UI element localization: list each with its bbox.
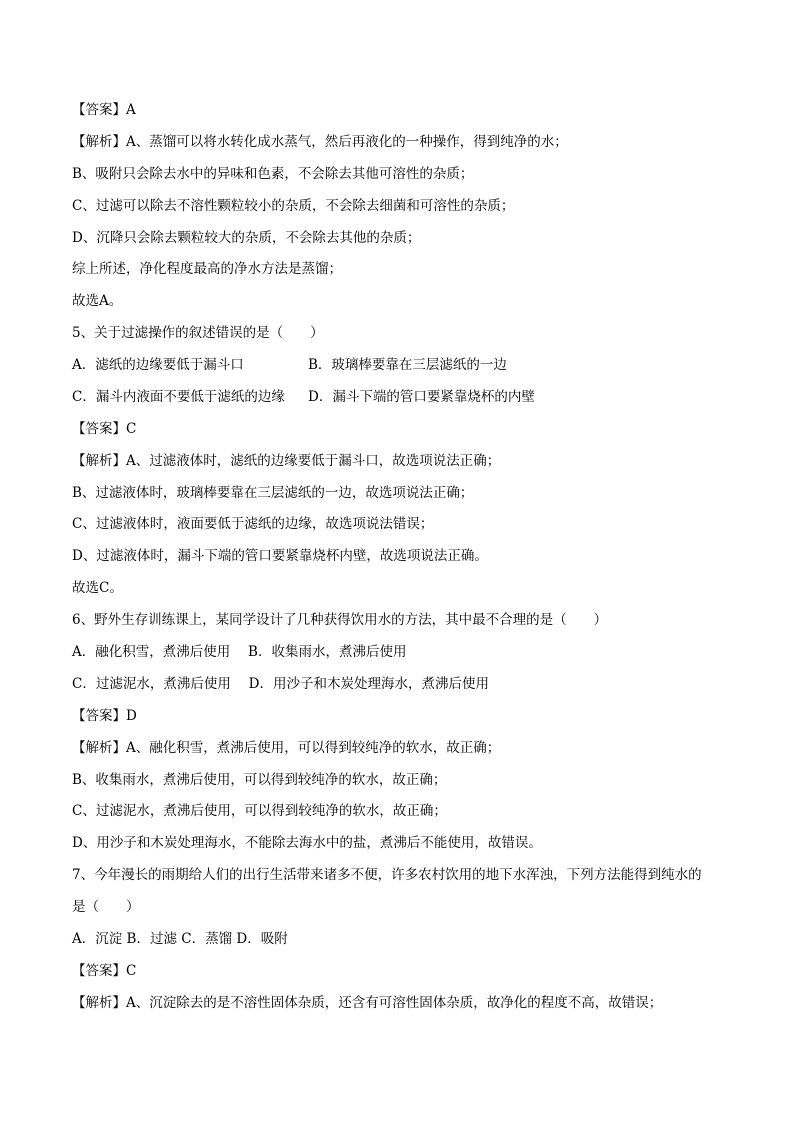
q5-option-b: B．玻璃棒要靠在三层滤纸的一边 (308, 357, 507, 373)
analysis-line: B、吸附只会除去水中的异味和色素，不会除去其他可溶性的杂质； (72, 166, 474, 182)
q5-options-row-1 (72, 354, 732, 376)
question-7-continued: 是（ ） (72, 899, 140, 915)
analysis-line: B、收集雨水，煮沸后使用，可以得到较纯净的软水，故正确； (72, 772, 447, 788)
analysis-line: D、沉降只会除去颗粒较大的杂质，不会除去其他的杂质； (72, 230, 421, 246)
question-6: 6、野外生存训练课上，某同学设计了几种获得饮用水的方法，其中最不合理的是（ ） (72, 612, 608, 628)
q6-options-row-1: A．融化积雪，煮沸后使用 B．收集雨水，煮沸后使用 (72, 644, 407, 660)
question-7: 7、今年漫长的雨期给人们的出行生活带来诸多不便，许多农村饮用的地下水浑浊，下列方法能得到纯水的 (72, 867, 702, 883)
analysis-line: 【解析】A、沉淀除去的是不溶性固体杂质，还含有可溶性固体杂质，故净化的程度不高，故错误； (72, 995, 663, 1011)
q5-option-d: D．漏斗下端的管口要紧靠烧杯的内壁 (308, 389, 535, 405)
conclusion-line: 故选A。 (72, 293, 123, 309)
q5-option-c: C．漏斗内液面不要低于滤纸的边缘 (72, 389, 285, 405)
analysis-line: C、过滤可以除去不溶性颗粒较小的杂质，不会除去细菌和可溶性的杂质； (72, 198, 515, 214)
analysis-line: 【解析】A、过滤液体时，滤纸的边缘要低于漏斗口，故选项说法正确； (72, 453, 501, 469)
answer-label: 【答案】C (72, 421, 137, 437)
analysis-line: 【解析】A、蒸馏可以将水转化成水蒸气，然后再液化的一种操作，得到纯净的水； (72, 134, 568, 150)
analysis-line: B、过滤液体时，玻璃棒要靠在三层滤纸的一边，故选项说法正确； (72, 485, 474, 501)
analysis-line: C、过滤泥水，煮沸后使用，可以得到较纯净的软水，故正确； (72, 803, 447, 819)
analysis-line: D、用沙子和木炭处理海水，不能除去海水中的盐，煮沸后不能使用，故错误。 (72, 835, 542, 851)
analysis-line: D、过滤液体时，漏斗下端的管口要紧靠烧杯内壁，故选项说法正确。 (72, 548, 488, 564)
question-5: 5、关于过滤操作的叙述错误的是（ ） (72, 325, 324, 341)
answer-label: 【答案】D (72, 708, 137, 724)
answer-label: 【答案】C (72, 963, 137, 979)
q5-option-a: A．滤纸的边缘要低于漏斗口 (72, 357, 244, 373)
answer-label: 【答案】A (72, 102, 136, 118)
analysis-line: 综上所述，净化程度最高的净水方法是蒸馏； (72, 261, 342, 277)
q6-options-row-2: C．过滤泥水，煮沸后使用 D．用沙子和木炭处理海水，煮沸后使用 (72, 676, 489, 692)
q5-options-row-2 (72, 386, 732, 408)
analysis-line: C、过滤液体时，液面要低于滤纸的边缘，故选项说法错误； (72, 516, 434, 532)
analysis-line: 【解析】A、融化积雪，煮沸后使用，可以得到较纯净的软水，故正确； (72, 740, 501, 756)
q7-options: A．沉淀 B．过滤 C．蒸馏 D．吸附 (72, 931, 288, 947)
conclusion-line: 故选C。 (72, 580, 123, 596)
